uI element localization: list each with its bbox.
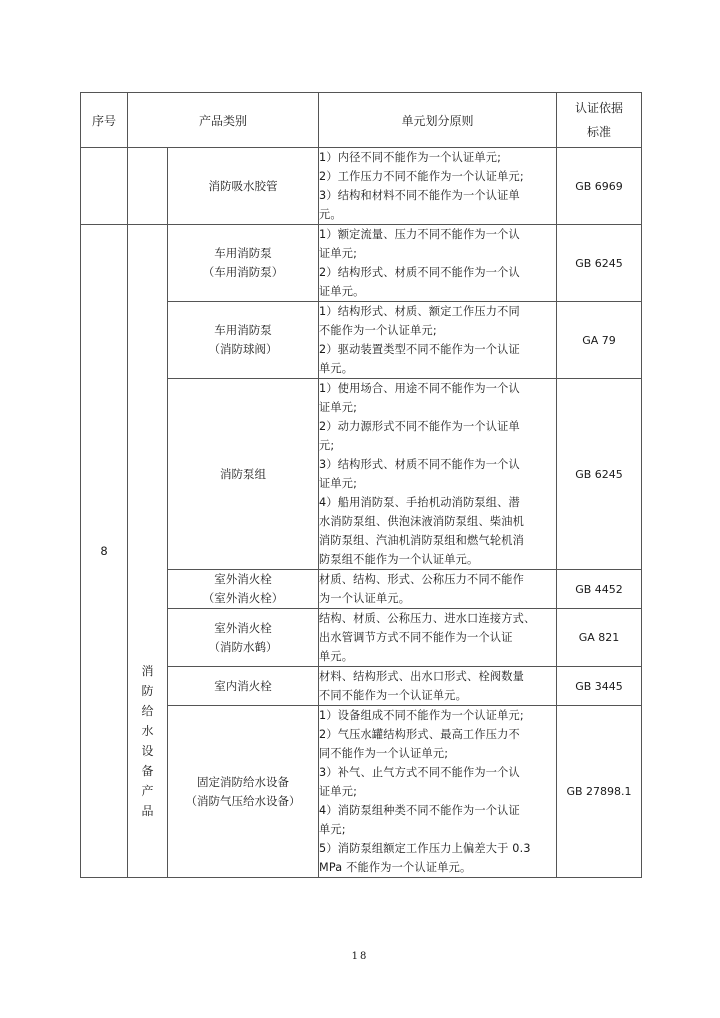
rule-line: 出水管调节方式不同不能作为一个认证: [319, 631, 513, 644]
rule-cell: [319, 379, 557, 570]
category-cell: [168, 570, 319, 609]
rule-line: 结构、材质、公称压力、进水口连接方式、: [319, 612, 536, 625]
rule-cell: [319, 706, 557, 878]
rule-line: 材料、结构形式、出水口形式、栓阀数量: [319, 670, 524, 683]
rule-cell: [319, 225, 557, 302]
table-header-row: [81, 93, 642, 148]
category-line: （车用消防泵）: [202, 265, 284, 279]
rule-line: 证单元;: [319, 247, 358, 260]
rule-line: 3）结构和材料不同不能作为一个认证单: [319, 189, 520, 202]
rule-cell: [319, 667, 557, 706]
rule-line: 为一个认证单元。: [319, 592, 411, 605]
category-line: （消防水鹤）: [208, 639, 278, 654]
rule-cell: [319, 148, 557, 225]
category-cell: [168, 379, 319, 570]
table-body: [81, 148, 642, 878]
header-rule: 单元划分原则: [319, 93, 557, 148]
rule-line: 单元。: [319, 650, 354, 663]
header-standard-line2: 标准: [587, 125, 612, 139]
rule-cell: [319, 609, 557, 667]
rule-line: 单元。: [319, 362, 354, 375]
category-cell: [168, 225, 319, 302]
rule-line: 1）设备组成不同不能作为一个认证单元;: [319, 709, 524, 722]
rule-line: 防泵组不能作为一个认证单元。: [319, 553, 479, 566]
rule-line: 4）船用消防泵、手抬机动消防泵组、潜: [319, 496, 520, 509]
rule-line: 证单元;: [319, 785, 358, 798]
seq-cell-empty: [81, 148, 128, 225]
rule-line: 2）工作压力不同不能作为一个认证单元;: [319, 170, 524, 183]
rule-line: 5）消防泵组额定工作压力上偏差大于 0.3: [319, 842, 531, 855]
category-cell: [168, 706, 319, 878]
standard-cell: GB 6245: [557, 225, 642, 302]
category-line: 室外消火栓: [214, 620, 272, 635]
category-line: 室外消火栓: [214, 572, 272, 586]
rule-line: 3）结构形式、材质不同不能作为一个认: [319, 458, 520, 471]
rule-line: 证单元。: [319, 285, 365, 298]
rule-line: 水消防泵组、供泡沫液消防泵组、柴油机: [319, 515, 524, 528]
rule-line: 1）使用场合、用途不同不能作为一个认: [319, 382, 520, 395]
table-row: [81, 225, 642, 302]
rule-line: 元;: [319, 439, 335, 452]
rule-line: 证单元;: [319, 477, 358, 490]
header-standard-line1: 认证依据: [575, 101, 624, 115]
standard-cell: GB 4452: [557, 570, 642, 609]
standard-cell: GA 821: [557, 609, 642, 667]
category-line: 消防吸水胶管: [208, 178, 278, 193]
header-category: 产品类别: [128, 93, 319, 148]
category-line: 车用消防泵: [214, 323, 272, 337]
category-line: （消防气压给水设备）: [185, 793, 301, 808]
standard-cell: GB 6245: [557, 379, 642, 570]
rule-line: MPa 不能作为一个认证单元。: [319, 861, 472, 874]
rule-cell: [319, 302, 557, 379]
standard-cell: GB 6969: [557, 148, 642, 225]
category-cell: [168, 302, 319, 379]
rule-line: 3）补气、止气方式不同不能作为一个认: [319, 766, 520, 779]
category-cell: [168, 148, 319, 225]
rule-line: 材质、结构、形式、公称压力不同不能作: [319, 573, 524, 586]
category-line: 固定消防给水设备: [197, 774, 289, 789]
category-line: 室内消火栓: [214, 678, 272, 693]
category-line: 车用消防泵: [214, 246, 272, 260]
rule-line: 元。: [319, 208, 342, 221]
certification-unit-table: [80, 92, 642, 878]
rule-line: 1）结构形式、材质、额定工作压力不同: [319, 305, 520, 318]
standard-cell: GB 3445: [557, 667, 642, 706]
rule-line: 同不能作为一个认证单元;: [319, 747, 449, 760]
rule-line: 不同不能作为一个认证单元。: [319, 689, 468, 702]
category-line: 消防泵组: [220, 466, 266, 481]
group-cell-empty: [128, 148, 168, 225]
rule-line: 2）气压水罐结构形式、最高工作压力不: [319, 728, 520, 741]
category-line: （消防球阀）: [208, 342, 278, 356]
rule-line: 2）结构形式、材质不同不能作为一个认: [319, 266, 520, 279]
rule-line: 不能作为一个认证单元;: [319, 324, 437, 337]
page-number: 18: [351, 951, 369, 962]
rule-line: 消防泵组、汽油机消防泵组和燃气轮机消: [319, 534, 524, 547]
group-name-cell: [128, 225, 168, 878]
table-row: [81, 148, 642, 225]
standard-cell: GA 79: [557, 302, 642, 379]
group-name-vertical: 消防给水设备产品: [141, 664, 154, 818]
category-line: （室外消火栓）: [202, 591, 284, 605]
rule-cell: [319, 570, 557, 609]
category-cell: [168, 667, 319, 706]
rule-line: 1）额定流量、压力不同不能作为一个认: [319, 228, 520, 241]
standard-cell: GB 27898.1: [557, 706, 642, 878]
category-cell: [168, 609, 319, 667]
rule-line: 证单元;: [319, 401, 358, 414]
rule-line: 4）消防泵组种类不同不能作为一个认证: [319, 804, 520, 817]
header-seq: 序号: [81, 93, 128, 148]
rule-line: 单元;: [319, 823, 346, 836]
rule-line: 2）动力源形式不同不能作为一个认证单: [319, 420, 520, 433]
header-standard: [557, 93, 642, 148]
seq-cell: 8: [81, 225, 128, 878]
rule-line: 1）内径不同不能作为一个认证单元;: [319, 151, 502, 164]
rule-line: 2）驱动装置类型不同不能作为一个认证: [319, 343, 520, 356]
